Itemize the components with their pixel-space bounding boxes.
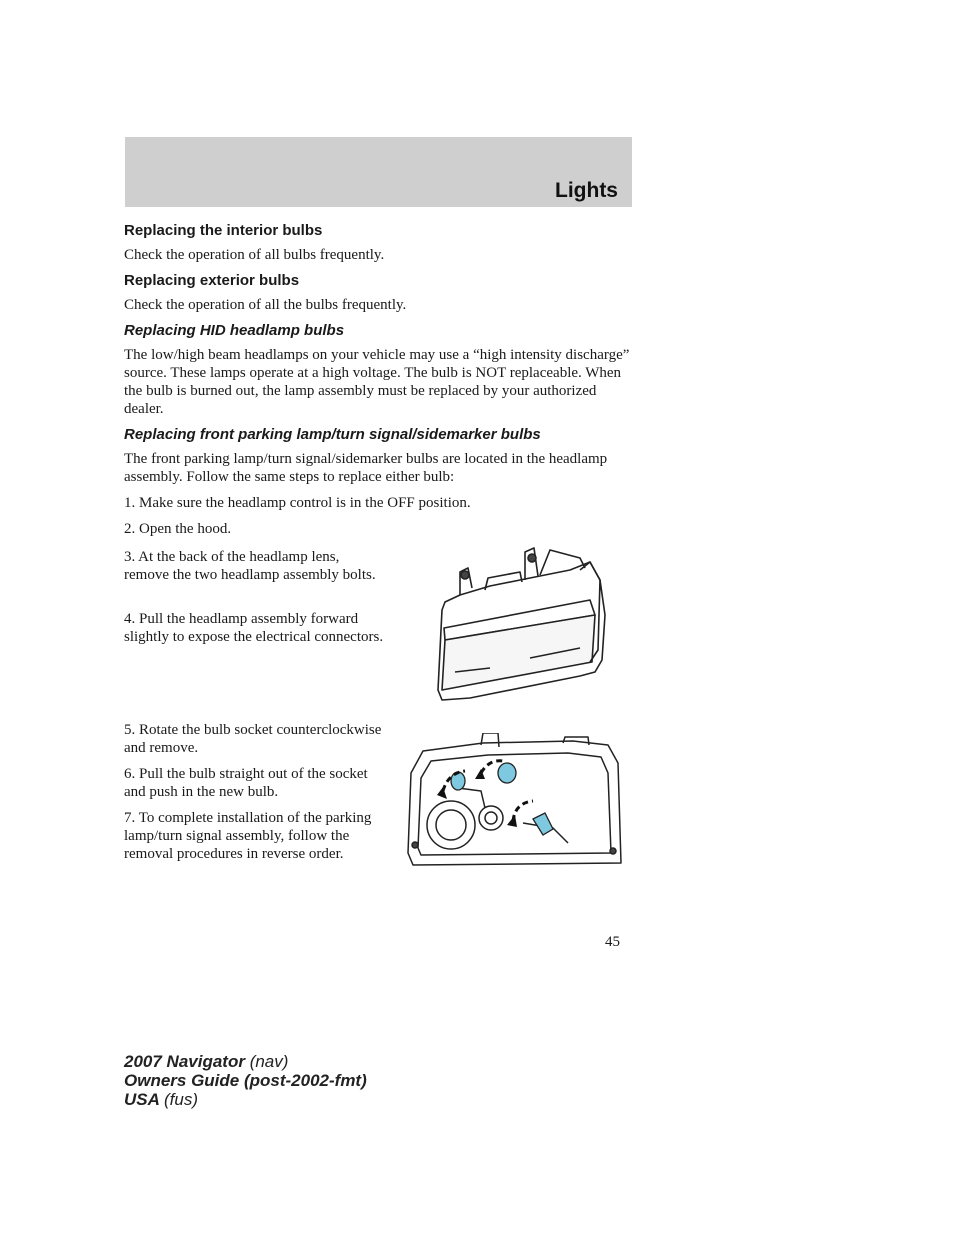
footer-market-code: (fus) [164, 1090, 198, 1109]
text-exterior-bulbs: Check the operation of all the bulbs frequently. [124, 297, 407, 313]
footer-market: USA [124, 1090, 160, 1109]
step-2: 2. Open the hood. [124, 521, 232, 537]
text-parking-lamp-bulbs: The front parking lamp/turn signal/sidemarker bulbs are located in the headlamp assembly. Follow the same steps to replace either bulb: [124, 451, 608, 485]
footer-line-2: Owners Guide (post-2002-fmt) [124, 1071, 367, 1090]
page-number: 45 [605, 934, 620, 950]
section-title: Lights [555, 179, 618, 202]
heading-hid-bulbs: Replacing HID headlamp bulbs [124, 322, 345, 339]
headlamp-assembly-icon [430, 540, 610, 705]
step-7: 7. To complete installation of the parking lamp/turn signal assembly, follow the removal procedures in reverse order. [124, 810, 372, 862]
footer-line-3 [124, 1090, 367, 1109]
text-interior-bulbs: Check the operation of all bulbs frequently. [124, 247, 385, 263]
content-column [124, 222, 639, 546]
footer-line-1 [124, 1052, 367, 1071]
footer [124, 1052, 367, 1109]
headlamp-back-bulb-sockets-icon [403, 733, 633, 873]
heading-exterior-bulbs: Replacing exterior bulbs [124, 272, 300, 289]
step-4: 4. Pull the headlamp assembly forward slightly to expose the electrical connectors. [124, 611, 384, 645]
section-header-band [125, 137, 632, 207]
footer-model-code: (nav) [249, 1052, 289, 1071]
step-5: 5. Rotate the bulb socket counterclockwise and remove. [124, 722, 382, 756]
step-1: 1. Make sure the headlamp control is in the OFF position. [124, 495, 471, 511]
step-6: 6. Pull the bulb straight out of the socket and push in the new bulb. [124, 766, 368, 800]
heading-interior-bulbs: Replacing the interior bulbs [124, 222, 323, 239]
heading-parking-lamp-bulbs: Replacing front parking lamp/turn signal/sidemarker bulbs [124, 426, 541, 443]
text-hid-bulbs: The low/high beam headlamps on your vehicle may use a “high intensity discharge” source. These lamps operate at a high voltage. The bulb is NOT replaceable. When the bulb is burned out, the lamp assembly must be replaced by your authorized dealer. [124, 347, 630, 417]
step-3: 3. At the back of the headlamp lens, remove the two headlamp assembly bolts. [124, 549, 376, 583]
footer-model: 2007 Navigator [124, 1052, 245, 1071]
